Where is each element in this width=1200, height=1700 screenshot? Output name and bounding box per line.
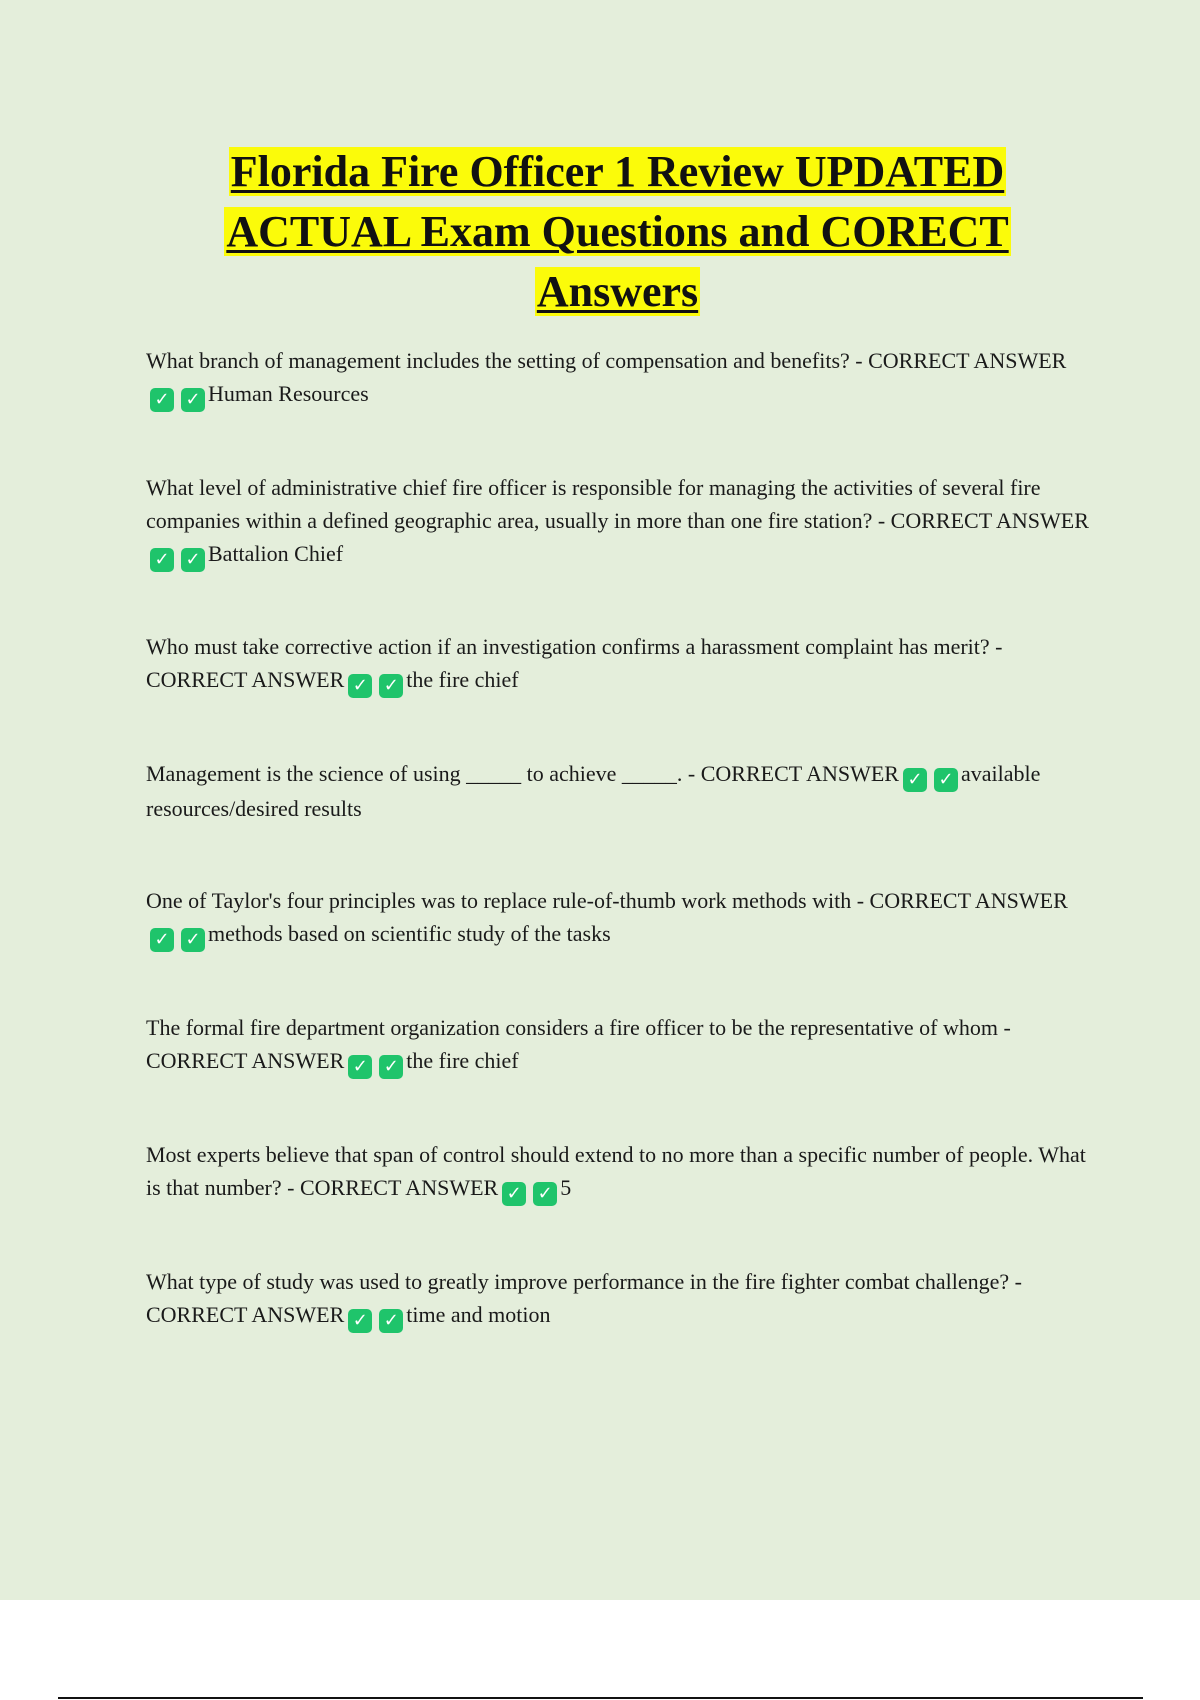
check-mark-icon: ✓ — [348, 674, 372, 698]
question-text: What branch of management includes the setting of compensation and benefits? - CORRECT ANSWER — [146, 348, 1067, 373]
qa-item — [146, 344, 1096, 412]
question-text: Management is the science of using _____ to achieve _____. - CORRECT ANSWER — [146, 761, 899, 786]
answer-text: the fire chief — [406, 667, 519, 692]
qa-item — [146, 471, 1096, 572]
question-text: Most experts believe that span of control should extend to no more than a specific number of people. What is that number? - CORRECT ANSWER — [146, 1142, 1086, 1200]
question-text: What level of administrative chief fire officer is responsible for managing the activities of several fire companies within a defined geographic area, usually in more than one fire station? - CORRECT ANSWER — [146, 475, 1089, 533]
question-text: The formal fire department organization considers a fire officer to be the representative of whom - CORRECT ANSWER — [146, 1015, 1011, 1073]
answer-text: the fire chief — [406, 1048, 519, 1073]
answer-text: 5 — [560, 1175, 572, 1200]
answer-text: methods based on scientific study of the tasks — [208, 921, 611, 946]
qa-item — [146, 630, 1096, 698]
check-mark-icon: ✓ — [379, 1309, 403, 1333]
check-mark-icon: ✓ — [150, 388, 174, 412]
check-mark-icon: ✓ — [150, 928, 174, 952]
footer-divider — [58, 1697, 1143, 1699]
check-mark-icon: ✓ — [150, 548, 174, 572]
check-mark-icon: ✓ — [502, 1182, 526, 1206]
answer-text: Human Resources — [208, 381, 369, 406]
question-text: What type of study was used to greatly improve performance in the fire fighter combat challenge? - CORRECT ANSWER — [146, 1269, 1023, 1327]
question-text: One of Taylor's four principles was to replace rule-of-thumb work methods with - CORRECT ANSWER — [146, 888, 1068, 913]
check-mark-icon: ✓ — [181, 388, 205, 412]
answer-text: time and motion — [406, 1302, 551, 1327]
check-mark-icon: ✓ — [379, 674, 403, 698]
qa-item — [146, 757, 1096, 825]
document-title: Florida Fire Officer 1 Review UPDATED ACTUAL Exam Questions and CORECT Answers — [226, 147, 1009, 316]
title-block — [150, 142, 1085, 322]
check-mark-icon: ✓ — [348, 1055, 372, 1079]
check-mark-icon: ✓ — [348, 1309, 372, 1333]
check-mark-icon: ✓ — [181, 548, 205, 572]
check-mark-icon: ✓ — [379, 1055, 403, 1079]
check-mark-icon: ✓ — [533, 1182, 557, 1206]
qa-item — [146, 1011, 1096, 1079]
qa-item — [146, 1138, 1096, 1206]
answer-text: available resources/desired results — [146, 761, 1041, 821]
answer-text: Battalion Chief — [208, 541, 344, 566]
question-text: Who must take corrective action if an investigation confirms a harassment complaint has merit? - CORRECT ANSWER — [146, 634, 1003, 692]
qa-item — [146, 884, 1096, 952]
check-mark-icon: ✓ — [181, 928, 205, 952]
check-mark-icon: ✓ — [934, 768, 958, 792]
check-mark-icon: ✓ — [903, 768, 927, 792]
qa-item — [146, 1265, 1096, 1333]
